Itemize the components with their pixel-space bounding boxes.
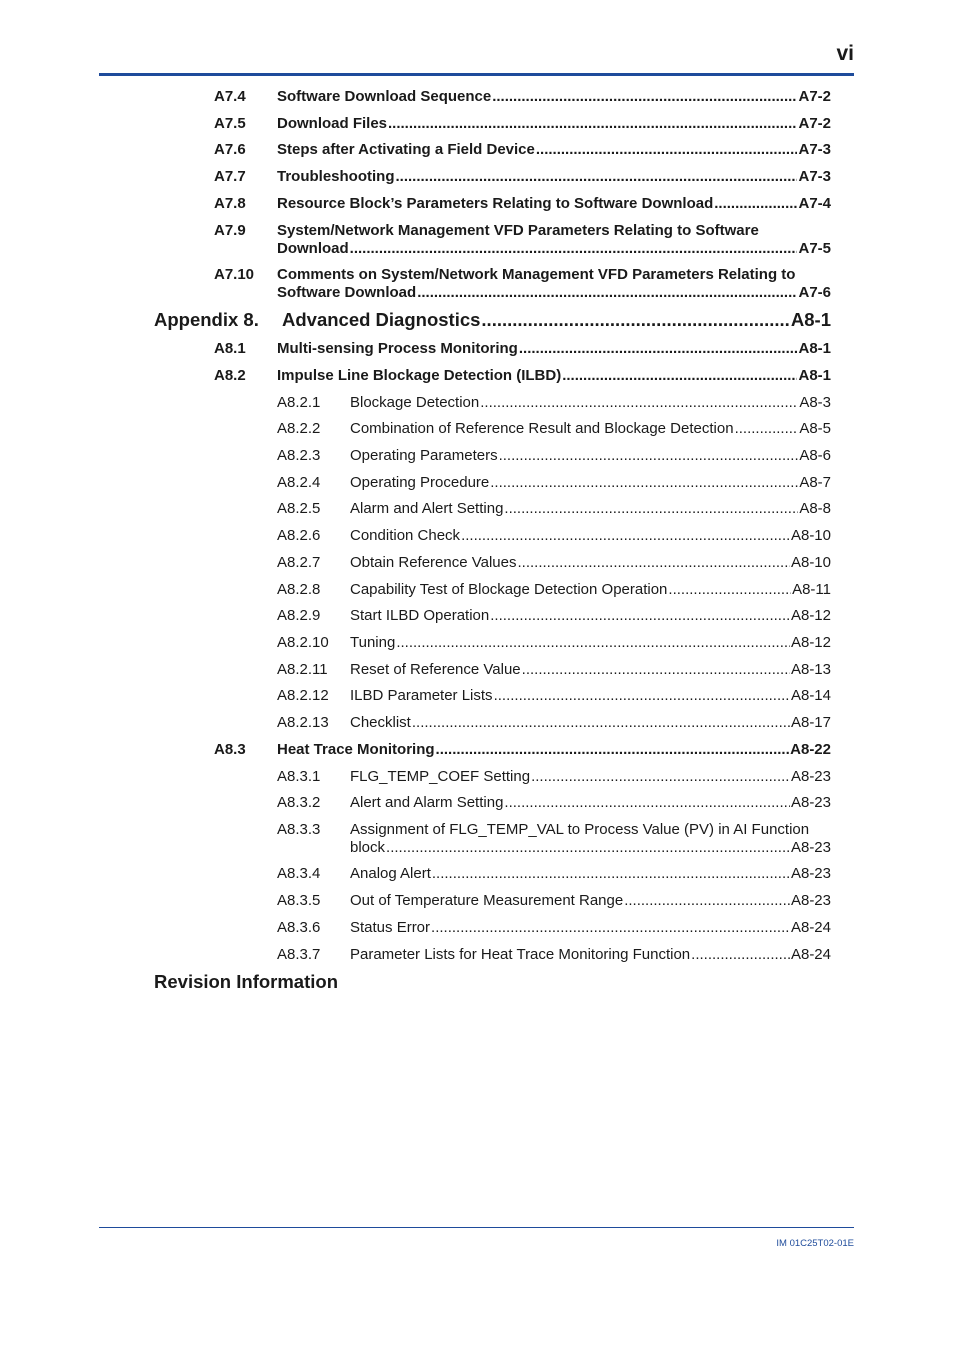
toc-entry-title: Troubleshooting: [277, 168, 395, 185]
toc-entry-title: Alarm and Alert Setting: [350, 500, 504, 517]
toc-entry-page: A7-2: [798, 115, 831, 132]
toc-entry-number: A8.2.2: [277, 420, 321, 437]
toc-dot-leader: [531, 768, 790, 786]
toc-entry-line: [277, 88, 831, 106]
toc-entry-page: A8-7: [799, 474, 831, 491]
toc-entry-line: [277, 141, 831, 159]
toc-entry-title: Download: [277, 239, 349, 257]
toc-dot-leader: [490, 607, 790, 625]
toc-entry-number: A8.3.3: [277, 821, 321, 838]
toc-entry-line: [277, 240, 831, 258]
toc-entry-content: [350, 892, 831, 910]
toc-entry-content: [277, 222, 831, 257]
toc-entry-number: A8.2.3: [277, 447, 321, 464]
toc-dot-leader: [461, 527, 790, 545]
toc-dot-leader: [481, 310, 789, 330]
toc-dot-leader: [492, 88, 797, 106]
toc-entry-number: A8.2.9: [277, 607, 321, 624]
toc-entry-title: Multi-sensing Process Monitoring: [277, 340, 518, 357]
toc-entry-title: Operating Parameters: [350, 447, 498, 464]
toc-dot-leader: [490, 474, 798, 492]
toc-entry-content: [350, 607, 831, 625]
toc-entry-page: A8-1: [790, 309, 831, 330]
toc-entry-page: A8-23: [790, 768, 831, 785]
toc-dot-leader: [714, 195, 797, 213]
toc-entry-line: [282, 310, 831, 330]
toc-entry-line: [350, 420, 831, 438]
toc-entry-number: A7.6: [214, 141, 246, 158]
toc-entry-content: [350, 634, 831, 652]
toc-entry-number: A8.2.7: [277, 554, 321, 571]
toc-entry-line: [350, 500, 831, 518]
toc-entry-line: [277, 266, 831, 284]
toc-entry-content: [350, 581, 831, 599]
toc-entry-content: [350, 865, 831, 883]
toc-entry-line: [277, 115, 831, 133]
footer-rule: [99, 1227, 854, 1228]
toc-entry-line: [350, 919, 831, 937]
toc-entry-number: A7.9: [214, 222, 246, 239]
toc-dot-leader: [522, 661, 790, 679]
toc-entry-page: A8-3: [799, 394, 831, 411]
toc-entry-line: [350, 447, 831, 465]
toc-dot-leader: [436, 741, 790, 759]
toc-entry-page: A8-12: [790, 634, 831, 651]
toc-entry-title: Analog Alert: [350, 865, 431, 882]
toc-entry-content: [350, 946, 831, 964]
toc-dot-leader: [412, 714, 790, 732]
toc-dot-leader: [432, 865, 790, 883]
toc-entry-page: A8-6: [799, 447, 831, 464]
toc-entry-number: A7.5: [214, 115, 246, 132]
toc-entry-content: [350, 420, 831, 438]
toc-entry-title: Parameter Lists for Heat Trace Monitoring Function: [350, 946, 691, 963]
toc-entry-content: [350, 714, 831, 732]
toc-entry-page: A8-23: [790, 838, 831, 856]
toc-entry-line: [277, 222, 831, 240]
toc-entry-title: Impulse Line Blockage Detection (ILBD): [277, 367, 562, 384]
toc-entry-page: A8-22: [790, 741, 831, 758]
toc-entry-title: Checklist: [350, 714, 411, 731]
toc-entry-line: [350, 474, 831, 492]
toc-entry-line: [350, 839, 831, 857]
toc-entry-title: Download Files: [277, 115, 388, 132]
toc-dot-leader: [396, 634, 790, 652]
toc-entry-content: [277, 168, 831, 186]
toc-dot-leader: [504, 500, 798, 518]
toc-entry-title: Alert and Alarm Setting: [350, 794, 504, 811]
toc-entry-title: Resource Block’s Parameters Relating to Software Download: [277, 195, 714, 212]
toc-entry-content: [350, 687, 831, 705]
toc-entry-content: [277, 340, 831, 358]
toc-entry-line: [350, 865, 831, 883]
toc-entry-line: [350, 892, 831, 910]
toc-entry-title: Condition Check: [350, 527, 461, 544]
toc-entry-title: block: [350, 838, 386, 856]
toc-entry-number: A8.3.6: [277, 919, 321, 936]
toc-entry-title: Tuning: [350, 634, 396, 651]
toc-entry-title: Reset of Reference Value: [350, 661, 521, 678]
toc-entry-page: A8-11: [792, 581, 831, 598]
toc-entry-page: A8-23: [790, 794, 831, 811]
toc-entry-content: [277, 367, 831, 385]
toc-entry-content: [350, 500, 831, 518]
toc-entry-line: [350, 768, 831, 786]
toc-entry-number: A8.2.6: [277, 527, 321, 544]
toc-entry-page: A8-10: [790, 527, 831, 544]
toc-entry-line: [277, 741, 831, 759]
toc-entry-page: A8-23: [790, 865, 831, 882]
toc-entry-page: A7-6: [798, 283, 831, 301]
toc-entry-page: A7-2: [798, 88, 831, 105]
toc-entry-title: Assignment of FLG_TEMP_VAL to Process Value (PV) in AI Function: [350, 821, 810, 838]
toc-entry-title: Blockage Detection: [350, 394, 480, 411]
toc-entry-line: [277, 168, 831, 186]
toc-entry-title: Start ILBD Operation: [350, 607, 490, 624]
toc-entry-number: A7.10: [214, 266, 255, 283]
toc-entry-page: A8-8: [799, 500, 831, 517]
toc-entry-page: A8-17: [790, 714, 831, 731]
toc-entry-line: [277, 340, 831, 358]
toc-entry-title: Obtain Reference Values: [350, 554, 517, 571]
toc-entry-title: FLG_TEMP_COEF Setting: [350, 768, 531, 785]
toc-dot-leader: [536, 141, 798, 159]
toc-entry-line: [350, 394, 831, 412]
toc-entry-number: A8.2.5: [277, 500, 321, 517]
toc-dot-leader: [691, 946, 790, 964]
toc-entry-line: [350, 714, 831, 732]
toc-dot-leader: [388, 115, 797, 133]
toc-entry-title: Combination of Reference Result and Blockage Detection: [350, 420, 734, 437]
toc-dot-leader: [494, 687, 790, 705]
toc-entry-page: A7-5: [798, 239, 831, 257]
toc-entry-number: A8.2.1: [277, 394, 321, 411]
toc-entry-number: A8.2.12: [277, 687, 329, 704]
toc-entry-content: [350, 447, 831, 465]
page-number: vi: [836, 42, 854, 65]
toc-entry-number: A8.1: [214, 340, 246, 357]
toc-entry-number: A7.8: [214, 195, 246, 212]
toc-entry-line: [350, 794, 831, 812]
toc-entry-number: A8.3.5: [277, 892, 321, 909]
toc-entry-title: Out of Temperature Measurement Range: [350, 892, 624, 909]
revision-information-heading[interactable]: Revision Information: [154, 971, 338, 992]
toc-entry-content: [350, 794, 831, 812]
toc-entry-page: A8-1: [798, 367, 831, 384]
toc-entry-number: A7.7: [214, 168, 246, 185]
toc-entry-content: [350, 919, 831, 937]
toc-dot-leader: [735, 420, 799, 438]
toc-entry-content: [277, 266, 831, 301]
toc-entry-title: System/Network Management VFD Parameters Relating to Software: [277, 222, 759, 239]
toc-dot-leader: [396, 168, 798, 186]
toc-entry-content: [350, 527, 831, 545]
toc-entry-title: Comments on System/Network Management VFD Parameters Relating to: [277, 266, 796, 283]
toc-dot-leader: [499, 447, 799, 465]
toc-entry-number: A8.2.10: [277, 634, 329, 651]
toc-entry-page: A7-3: [798, 168, 831, 185]
toc-dot-leader: [518, 554, 790, 572]
toc-entry-number: A8.2.13: [277, 714, 329, 731]
toc-entry-title: Advanced Diagnostics: [282, 309, 481, 330]
toc-entry-number: A8.3: [214, 741, 246, 758]
toc-entry-number: A8.3.1: [277, 768, 321, 785]
toc-entry-content: [350, 821, 831, 856]
toc-entry-content: [350, 554, 831, 572]
toc-entry-page: A7-3: [798, 141, 831, 158]
toc-entry-page: A8-12: [790, 607, 831, 624]
toc-dot-leader: [562, 367, 797, 385]
toc-dot-leader: [624, 892, 790, 910]
document-id: IM 01C25T02-01E: [776, 1238, 854, 1249]
toc-entry-content: [350, 394, 831, 412]
toc-entry-page: A8-14: [790, 687, 831, 704]
toc-entry-line: [350, 607, 831, 625]
toc-entry-number: A8.3.7: [277, 946, 321, 963]
toc-entry-line: [350, 554, 831, 572]
toc-entry-line: [350, 527, 831, 545]
toc-entry-page: A8-5: [799, 420, 831, 437]
toc-dot-leader: [350, 240, 798, 258]
toc-entry-page: A8-24: [790, 919, 831, 936]
toc-dot-leader: [431, 919, 790, 937]
toc-entry-title: Status Error: [350, 919, 431, 936]
toc-entry-page: A8-1: [798, 340, 831, 357]
toc-entry-number: A8.3.2: [277, 794, 321, 811]
toc-entry-content: [277, 741, 831, 759]
toc-entry-content: [350, 474, 831, 492]
toc-entry-number: A8.2: [214, 367, 246, 384]
toc-entry-number: A8.2.8: [277, 581, 321, 598]
toc-entry-page: A8-13: [790, 661, 831, 678]
toc-entry-page: A8-24: [790, 946, 831, 963]
toc-entry-line: [350, 687, 831, 705]
toc-entry-line: [350, 634, 831, 652]
toc-entry-content: [277, 115, 831, 133]
toc-dot-leader: [386, 839, 790, 857]
toc-entry-number: Appendix 8.: [154, 309, 259, 330]
toc-entry-number: A8.3.4: [277, 865, 321, 882]
toc-entry-number: A8.2.11: [277, 661, 328, 678]
toc-entry-line: [277, 195, 831, 213]
toc-entry-content: [277, 195, 831, 213]
toc-dot-leader: [417, 284, 797, 302]
toc-dot-leader: [480, 394, 798, 412]
toc-entry-title: ILBD Parameter Lists: [350, 687, 493, 704]
toc-entry-line: [277, 284, 831, 302]
toc-entry-number: A7.4: [214, 88, 246, 105]
toc-entry-page: A7-4: [798, 195, 831, 212]
toc-entry-line: [350, 581, 831, 599]
toc-entry-page: A8-10: [790, 554, 831, 571]
toc-dot-leader: [519, 340, 798, 358]
toc-entry-line: [350, 821, 831, 839]
toc-entry-title: Heat Trace Monitoring: [277, 741, 435, 758]
toc-entry-number: A8.2.4: [277, 474, 321, 491]
toc-entry-content: [277, 141, 831, 159]
toc-dot-leader: [504, 794, 790, 812]
toc-entry-title: Capability Test of Blockage Detection Operation: [350, 581, 668, 598]
toc-entry-title: Operating Procedure: [350, 474, 490, 491]
toc-entry-content: [350, 661, 831, 679]
toc-entry-content: [350, 768, 831, 786]
toc-entry-page: A8-23: [790, 892, 831, 909]
toc-entry-content: [282, 310, 831, 330]
toc-entry-title: Software Download: [277, 283, 417, 301]
toc-dot-leader: [668, 581, 791, 599]
toc-entry-title: Software Download Sequence: [277, 88, 492, 105]
toc-entry-content: [277, 88, 831, 106]
toc-entry-title: Steps after Activating a Field Device: [277, 141, 535, 158]
toc-entry-line: [350, 946, 831, 964]
header-rule: [99, 73, 854, 76]
toc-entry-line: [277, 367, 831, 385]
toc-entry-line: [350, 661, 831, 679]
